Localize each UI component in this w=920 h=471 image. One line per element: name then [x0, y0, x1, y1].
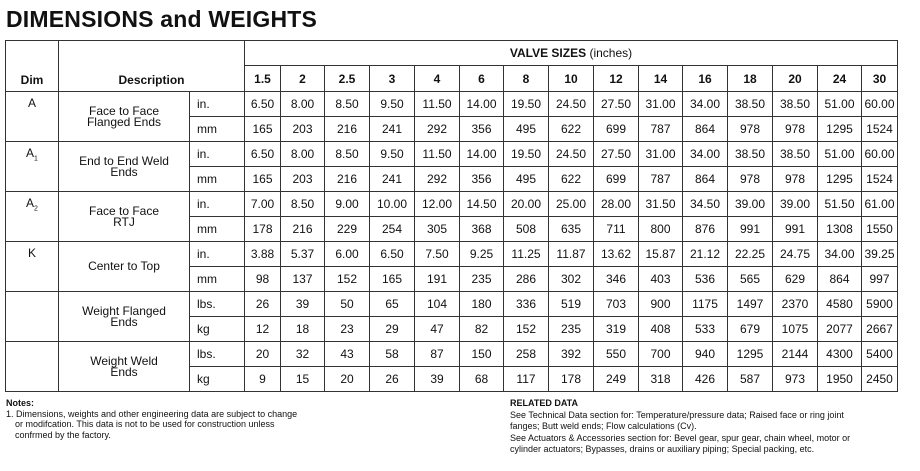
value-cell: 13.62 — [594, 242, 639, 267]
table-row — [6, 342, 898, 367]
value-cell: 203 — [281, 117, 325, 142]
value-cell: 51.00 — [818, 142, 862, 167]
value-cell: 1950 — [818, 367, 862, 392]
related-data-section — [510, 398, 910, 456]
value-cell: 787 — [639, 167, 683, 192]
value-cell: 1295 — [818, 117, 862, 142]
value-cell: 51.50 — [818, 192, 862, 217]
value-cell: 9.50 — [370, 92, 415, 117]
unit-cell: lbs. — [190, 342, 245, 367]
value-cell: 940 — [683, 342, 728, 367]
value-cell: 14.50 — [460, 192, 504, 217]
size-header: 2.5 — [325, 66, 370, 92]
value-cell: 787 — [639, 117, 683, 142]
value-cell: 38.50 — [773, 142, 818, 167]
size-header: 20 — [773, 66, 818, 92]
value-cell: 39.00 — [773, 192, 818, 217]
value-cell: 20 — [325, 367, 370, 392]
value-cell: 302 — [549, 267, 594, 292]
value-cell: 305 — [415, 217, 460, 242]
value-cell: 216 — [281, 217, 325, 242]
value-cell: 876 — [683, 217, 728, 242]
description-header: Description — [59, 41, 245, 92]
value-cell: 533 — [683, 317, 728, 342]
size-header: 10 — [549, 66, 594, 92]
value-cell: 7.50 — [415, 242, 460, 267]
value-cell: 495 — [504, 117, 549, 142]
value-cell: 8.50 — [281, 192, 325, 217]
value-cell: 864 — [683, 167, 728, 192]
value-cell: 165 — [370, 267, 415, 292]
value-cell: 25.00 — [549, 192, 594, 217]
unit-cell: mm — [190, 117, 245, 142]
value-cell: 9.50 — [370, 142, 415, 167]
value-cell: 258 — [504, 342, 549, 367]
value-cell: 622 — [549, 167, 594, 192]
table-row — [6, 292, 898, 317]
value-cell: 150 — [460, 342, 504, 367]
value-cell: 368 — [460, 217, 504, 242]
value-cell: 6.50 — [370, 242, 415, 267]
description-cell: Center to Top — [59, 242, 190, 292]
description-cell: End to End Weld Ends — [59, 142, 190, 192]
value-cell: 800 — [639, 217, 683, 242]
description-cell: Face to Face Flanged Ends — [59, 92, 190, 142]
value-cell: 249 — [594, 367, 639, 392]
size-header: 2 — [281, 66, 325, 92]
size-header: 8 — [504, 66, 549, 92]
unit-cell: in. — [190, 192, 245, 217]
value-cell: 229 — [325, 217, 370, 242]
value-cell: 319 — [594, 317, 639, 342]
value-cell: 11.87 — [549, 242, 594, 267]
value-cell: 1308 — [818, 217, 862, 242]
value-cell: 565 — [728, 267, 773, 292]
value-cell: 2077 — [818, 317, 862, 342]
table-row — [6, 92, 898, 117]
value-cell: 60.00 — [862, 142, 898, 167]
value-cell: 34.50 — [683, 192, 728, 217]
unit-cell: mm — [190, 217, 245, 242]
dim-label: A — [26, 146, 35, 160]
value-cell: 978 — [773, 167, 818, 192]
value-cell: 15.87 — [639, 242, 683, 267]
value-cell: 87 — [415, 342, 460, 367]
value-cell: 10.00 — [370, 192, 415, 217]
value-cell: 216 — [325, 117, 370, 142]
value-cell: 978 — [773, 117, 818, 142]
value-cell: 178 — [549, 367, 594, 392]
related-data-heading: RELATED DATA — [510, 398, 578, 408]
value-cell: 978 — [728, 167, 773, 192]
value-cell: 29 — [370, 317, 415, 342]
unit-cell: in. — [190, 92, 245, 117]
value-cell: 191 — [415, 267, 460, 292]
value-cell: 973 — [773, 367, 818, 392]
value-cell: 8.00 — [281, 92, 325, 117]
value-cell: 152 — [504, 317, 549, 342]
value-cell: 137 — [281, 267, 325, 292]
value-cell: 34.00 — [818, 242, 862, 267]
value-cell: 519 — [549, 292, 594, 317]
value-cell: 2450 — [862, 367, 898, 392]
value-cell: 241 — [370, 167, 415, 192]
value-cell: 26 — [370, 367, 415, 392]
value-cell: 65 — [370, 292, 415, 317]
value-cell: 7.00 — [245, 192, 281, 217]
dim-cell — [6, 142, 59, 192]
dim-header: Dim — [6, 41, 59, 92]
value-cell: 20.00 — [504, 192, 549, 217]
value-cell: 19.50 — [504, 92, 549, 117]
value-cell: 38.50 — [728, 92, 773, 117]
value-cell: 8.50 — [325, 92, 370, 117]
table-row — [6, 242, 898, 267]
value-cell: 346 — [594, 267, 639, 292]
value-cell: 392 — [549, 342, 594, 367]
unit-cell: in. — [190, 142, 245, 167]
value-cell: 508 — [504, 217, 549, 242]
related-data-line: fanges; Butt weld ends; Flow calculations (Cv). — [510, 421, 697, 431]
valve-sizes-units: (inches) — [589, 46, 633, 60]
value-cell: 9.25 — [460, 242, 504, 267]
value-cell: 24.50 — [549, 92, 594, 117]
value-cell: 699 — [594, 167, 639, 192]
value-cell: 408 — [639, 317, 683, 342]
notes-heading: Notes: — [6, 398, 35, 408]
value-cell: 4580 — [818, 292, 862, 317]
value-cell: 900 — [639, 292, 683, 317]
dim-label: K — [27, 246, 36, 260]
value-cell: 1295 — [818, 167, 862, 192]
value-cell: 82 — [460, 317, 504, 342]
related-data-line: cylinder actuators; Bypasses, drains or auxiliary piping; Special packing, etc. — [510, 444, 815, 454]
dim-label: A — [26, 196, 35, 210]
size-header: 1.5 — [245, 66, 281, 92]
dim-cell — [6, 192, 59, 242]
dim-subscript: 1 — [34, 155, 38, 163]
value-cell: 403 — [639, 267, 683, 292]
value-cell: 6.00 — [325, 242, 370, 267]
value-cell: 635 — [549, 217, 594, 242]
value-cell: 203 — [281, 167, 325, 192]
value-cell: 1524 — [862, 117, 898, 142]
value-cell: 43 — [325, 342, 370, 367]
value-cell: 426 — [683, 367, 728, 392]
notes-section — [6, 398, 297, 440]
value-cell: 235 — [549, 317, 594, 342]
value-cell: 165 — [245, 117, 281, 142]
value-cell: 60.00 — [862, 92, 898, 117]
notes-line: or modifcation. This data is not to be used for construction unless — [15, 419, 275, 429]
value-cell: 18 — [281, 317, 325, 342]
value-cell: 703 — [594, 292, 639, 317]
size-header: 4 — [415, 66, 460, 92]
value-cell: 1497 — [728, 292, 773, 317]
value-cell: 38.50 — [728, 142, 773, 167]
value-cell: 21.12 — [683, 242, 728, 267]
value-cell: 26 — [245, 292, 281, 317]
dimensions-weights-table — [5, 40, 898, 392]
dim-subscript: 2 — [34, 205, 38, 213]
value-cell: 38.50 — [773, 92, 818, 117]
value-cell: 104 — [415, 292, 460, 317]
page-title: DIMENSIONS and WEIGHTS — [6, 6, 318, 32]
valve-sizes-label: VALVE SIZES — [509, 46, 587, 60]
table-row — [6, 192, 898, 217]
unit-cell: mm — [190, 167, 245, 192]
value-cell: 39.25 — [862, 242, 898, 267]
value-cell: 34.00 — [683, 142, 728, 167]
value-cell: 700 — [639, 342, 683, 367]
value-cell: 20 — [245, 342, 281, 367]
value-cell: 292 — [415, 117, 460, 142]
value-cell: 31.50 — [639, 192, 683, 217]
value-cell: 22.25 — [728, 242, 773, 267]
value-cell: 978 — [728, 117, 773, 142]
value-cell: 1550 — [862, 217, 898, 242]
value-cell: 19.50 — [504, 142, 549, 167]
value-cell: 47 — [415, 317, 460, 342]
value-cell: 12 — [245, 317, 281, 342]
value-cell: 11.25 — [504, 242, 549, 267]
value-cell: 241 — [370, 117, 415, 142]
description-cell: Weight Flanged Ends — [59, 292, 190, 342]
size-header: 30 — [862, 66, 898, 92]
value-cell: 14.00 — [460, 142, 504, 167]
related-data-line: See Actuators & Accessories section for: Bevel gear, spur gear, chain wheel, motor or — [510, 432, 851, 443]
value-cell: 711 — [594, 217, 639, 242]
value-cell: 24.50 — [549, 142, 594, 167]
value-cell: 15 — [281, 367, 325, 392]
value-cell: 2370 — [773, 292, 818, 317]
value-cell: 27.50 — [594, 92, 639, 117]
dim-cell — [6, 292, 59, 342]
value-cell: 5.37 — [281, 242, 325, 267]
value-cell: 235 — [460, 267, 504, 292]
value-cell: 629 — [773, 267, 818, 292]
value-cell: 1524 — [862, 167, 898, 192]
size-header: 16 — [683, 66, 728, 92]
value-cell: 12.00 — [415, 192, 460, 217]
table-row — [6, 142, 898, 167]
value-cell: 699 — [594, 117, 639, 142]
value-cell: 61.00 — [862, 192, 898, 217]
value-cell: 180 — [460, 292, 504, 317]
value-cell: 864 — [683, 117, 728, 142]
value-cell: 2667 — [862, 317, 898, 342]
value-cell: 622 — [549, 117, 594, 142]
value-cell: 11.50 — [415, 142, 460, 167]
value-cell: 991 — [728, 217, 773, 242]
value-cell: 216 — [325, 167, 370, 192]
value-cell: 1295 — [728, 342, 773, 367]
value-cell: 495 — [504, 167, 549, 192]
value-cell: 50 — [325, 292, 370, 317]
value-cell: 550 — [594, 342, 639, 367]
value-cell: 32 — [281, 342, 325, 367]
value-cell: 336 — [504, 292, 549, 317]
value-cell: 356 — [460, 117, 504, 142]
value-cell: 9 — [245, 367, 281, 392]
value-cell: 31.00 — [639, 92, 683, 117]
unit-cell: in. — [190, 242, 245, 267]
unit-cell: mm — [190, 267, 245, 292]
dim-cell — [6, 92, 59, 142]
dim-cell — [6, 342, 59, 392]
size-header: 24 — [818, 66, 862, 92]
dim-cell — [6, 242, 59, 292]
value-cell: 8.50 — [325, 142, 370, 167]
value-cell: 8.00 — [281, 142, 325, 167]
value-cell: 6.50 — [245, 142, 281, 167]
value-cell: 14.00 — [460, 92, 504, 117]
related-data-line: See Technical Data section for: Temperature/pressure data; Raised face or ring joint — [510, 409, 844, 420]
value-cell: 27.50 — [594, 142, 639, 167]
value-cell: 178 — [245, 217, 281, 242]
value-cell: 24.75 — [773, 242, 818, 267]
value-cell: 117 — [504, 367, 549, 392]
value-cell: 991 — [773, 217, 818, 242]
size-header: 18 — [728, 66, 773, 92]
size-header: 3 — [370, 66, 415, 92]
value-cell: 9.00 — [325, 192, 370, 217]
value-cell: 536 — [683, 267, 728, 292]
dim-label: A — [27, 96, 36, 110]
value-cell: 292 — [415, 167, 460, 192]
value-cell: 39.00 — [728, 192, 773, 217]
value-cell: 11.50 — [415, 92, 460, 117]
description-cell: Weight Weld Ends — [59, 342, 190, 392]
value-cell: 679 — [728, 317, 773, 342]
value-cell: 5400 — [862, 342, 898, 367]
value-cell: 318 — [639, 367, 683, 392]
value-cell: 587 — [728, 367, 773, 392]
value-cell: 39 — [415, 367, 460, 392]
unit-cell: lbs. — [190, 292, 245, 317]
notes-line: 1. Dimensions, weights and other engineering data are subject to change — [6, 408, 298, 419]
value-cell: 356 — [460, 167, 504, 192]
notes-line: confrmed by the factory. — [15, 429, 111, 440]
value-cell: 254 — [370, 217, 415, 242]
value-cell: 31.00 — [639, 142, 683, 167]
value-cell: 51.00 — [818, 92, 862, 117]
value-cell: 23 — [325, 317, 370, 342]
size-header: 12 — [594, 66, 639, 92]
value-cell: 1175 — [683, 292, 728, 317]
size-header: 14 — [639, 66, 683, 92]
value-cell: 152 — [325, 267, 370, 292]
value-cell: 3.88 — [245, 242, 281, 267]
description-cell: Face to Face RTJ — [59, 192, 190, 242]
value-cell: 286 — [504, 267, 549, 292]
value-cell: 98 — [245, 267, 281, 292]
value-cell: 39 — [281, 292, 325, 317]
value-cell: 68 — [460, 367, 504, 392]
unit-cell: kg — [190, 367, 245, 392]
size-header: 6 — [460, 66, 504, 92]
value-cell: 5900 — [862, 292, 898, 317]
value-cell: 2144 — [773, 342, 818, 367]
value-cell: 165 — [245, 167, 281, 192]
value-cell: 6.50 — [245, 92, 281, 117]
value-cell: 28.00 — [594, 192, 639, 217]
value-cell: 1075 — [773, 317, 818, 342]
value-cell: 4300 — [818, 342, 862, 367]
value-cell: 864 — [818, 267, 862, 292]
value-cell: 34.00 — [683, 92, 728, 117]
unit-cell: kg — [190, 317, 245, 342]
valve-sizes-header — [245, 41, 898, 66]
value-cell: 997 — [862, 267, 898, 292]
value-cell: 58 — [370, 342, 415, 367]
